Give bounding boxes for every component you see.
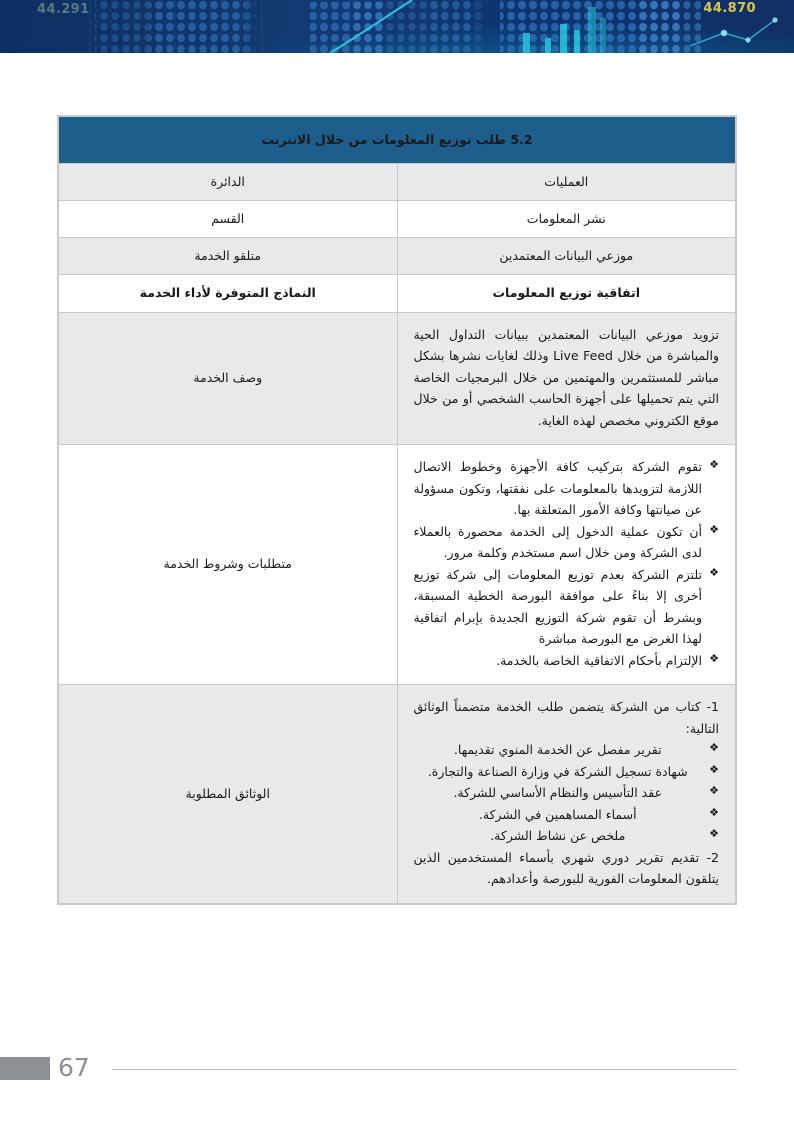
- table-row: [59, 685, 736, 904]
- required-documents-value: [397, 685, 736, 904]
- table-row: [59, 445, 736, 685]
- table-row: [59, 201, 736, 238]
- department-value: العمليات: [397, 164, 736, 201]
- page-title: 5.2 طلب توزيع المعلومات من خلال الانترنت: [59, 117, 736, 164]
- list-item: ❖ شهادة تسجيل الشركة في وزارة الصناعة والتجارة.: [414, 761, 720, 783]
- list-item: ❖ عقد التأسيس والنظام الأساسي للشركة.: [414, 782, 720, 804]
- documents-numbered-list: [414, 696, 720, 739]
- page-content: [0, 53, 794, 1123]
- list-item: ❖ أسماء المساهمين في الشركة.: [414, 804, 720, 826]
- banner-right-figure: 44.870: [703, 1, 756, 16]
- table-row: [59, 275, 736, 312]
- page-footer: [0, 1053, 794, 1093]
- footer-accent-block: [0, 1057, 50, 1080]
- forms-label: النماذج المتوفرة لأداء الخدمة: [59, 275, 398, 312]
- page-number: 67: [58, 1053, 90, 1082]
- section-label: القسم: [59, 201, 398, 238]
- service-description-label: وصف الخدمة: [59, 312, 398, 445]
- table-row: [59, 238, 736, 275]
- forms-value: اتفاقية توزيع المعلومات: [397, 275, 736, 312]
- list-item: ❖ تقرير مفصل عن الخدمة المنوي تقديمها.: [414, 739, 720, 761]
- recipients-label: متلقو الخدمة: [59, 238, 398, 275]
- list-item: 1- كتاب من الشركة يتضمن طلب الخدمة متضمناً الوثائق التالية:: [413, 699, 719, 736]
- requirements-bullet-list: [414, 456, 720, 671]
- requirements-value: [397, 445, 736, 685]
- decorative-header-banner: [0, 0, 794, 53]
- footer-divider: [112, 1069, 737, 1070]
- table-title-row: [59, 117, 736, 164]
- list-item: ❖ أن تكون عملية الدخول إلى الخدمة محصورة بالعملاء لدى الشركة ومن خلال اسم مستخدم وكلمة مرور.: [414, 521, 720, 564]
- required-documents-label: الوثائق المطلوبة: [59, 685, 398, 904]
- service-description-value: [397, 312, 736, 445]
- world-map-dot-pattern-icon: [0, 0, 794, 53]
- table-row: [59, 312, 736, 445]
- list-item: 2- تقديم تقرير دوري شهري بأسماء المستخدمين الذين يتلقون المعلومات الفورية للبورصة وأعدادهم.: [413, 849, 719, 886]
- table-row: [59, 164, 736, 201]
- documents-sub-bullet-list: [414, 739, 720, 847]
- section-value: نشر المعلومات: [397, 201, 736, 238]
- documents-numbered-list-2: [414, 847, 720, 890]
- recipients-value: موزعي البيانات المعتمدين: [397, 238, 736, 275]
- list-item: ❖ تقوم الشركة بتركيب كافة الأجهزة وخطوط الاتصال اللازمة لتزويدها بالمعلومات على نفقتها، وتكون مسؤولة عن صيانتها وكافة الأمور المتعلقة بها.: [414, 456, 720, 521]
- service-details-table: [57, 115, 737, 905]
- list-item: ❖ الإلتزام بأحكام الاتفاقية الخاصة بالخدمة.: [414, 650, 720, 672]
- service-description-text: تزويد موزعي البيانات المعتمدين ببيانات التداول الحية والمباشرة من خلال Live Feed وذلك لغايات نشرها بشكل مباشر للمستثمرين والمهتمين من خلال البرمجيات الخاصة التي يتم تحميلها على أجهزة الحاسب الشخصي أو من خلال موقع الكتروني مخصص لهذه الغاية.: [413, 326, 719, 428]
- requirements-label: متطلبات وشروط الخدمة: [59, 445, 398, 685]
- list-item: ❖ ملخص عن نشاط الشركة.: [414, 825, 720, 847]
- banner-left-figure: 44.291: [37, 2, 90, 17]
- list-item: ❖ تلتزم الشركة بعدم توزيع المعلومات إلى شركة توزيع أخرى إلا بناءً على موافقة البورصة الخطية المسبقة، وبشرط أن تقوم شركة التوزيع الجديدة بإبرام اتفاقية لهذا الغرض مع البورصة مباشرة: [414, 564, 720, 650]
- department-label: الدائرة: [59, 164, 398, 201]
